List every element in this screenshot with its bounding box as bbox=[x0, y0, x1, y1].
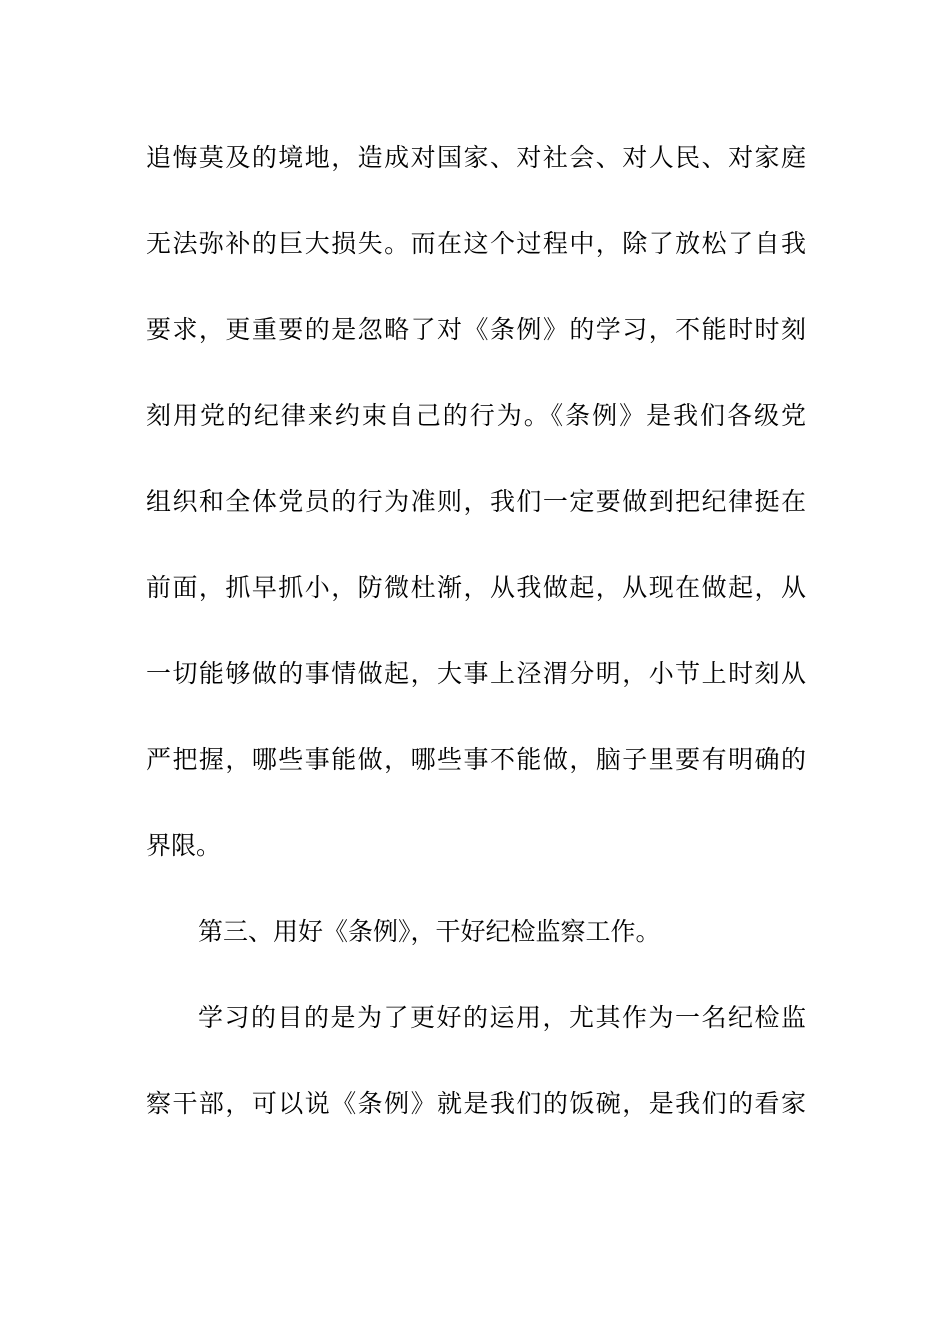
text-line-4: 刻用党的纪律来约束自己的行为。《条例》是我们各级党 bbox=[146, 401, 806, 430]
text-line-2: 无法弥补的巨大损失。而在这个过程中，除了放松了自我 bbox=[146, 229, 806, 258]
text-line-5: 组织和全体党员的行为准则，我们一定要做到把纪律挺在 bbox=[146, 487, 806, 516]
section-heading: 第三、用好《条例》，干好纪检监察工作。 bbox=[198, 917, 661, 946]
text-line-12: 察干部，可以说《条例》就是我们的饭碗，是我们的看家 bbox=[146, 1089, 806, 1118]
text-line-1: 追悔莫及的境地，造成对国家、对社会、对人民、对家庭 bbox=[146, 143, 806, 172]
text-line-7: 一切能够做的事情做起，大事上泾渭分明，小节上时刻从 bbox=[146, 659, 806, 688]
text-line-9: 界限。 bbox=[146, 831, 222, 860]
text-line-6: 前面，抓早抓小，防微杜渐，从我做起，从现在做起，从 bbox=[146, 573, 806, 602]
text-line-8: 严把握，哪些事能做，哪些事不能做，脑子里要有明确的 bbox=[146, 745, 806, 774]
text-line-3: 要求，更重要的是忽略了对《条例》的学习，不能时时刻 bbox=[146, 315, 806, 344]
text-line-11: 学习的目的是为了更好的运用，尤其作为一名纪检监 bbox=[198, 1003, 806, 1032]
